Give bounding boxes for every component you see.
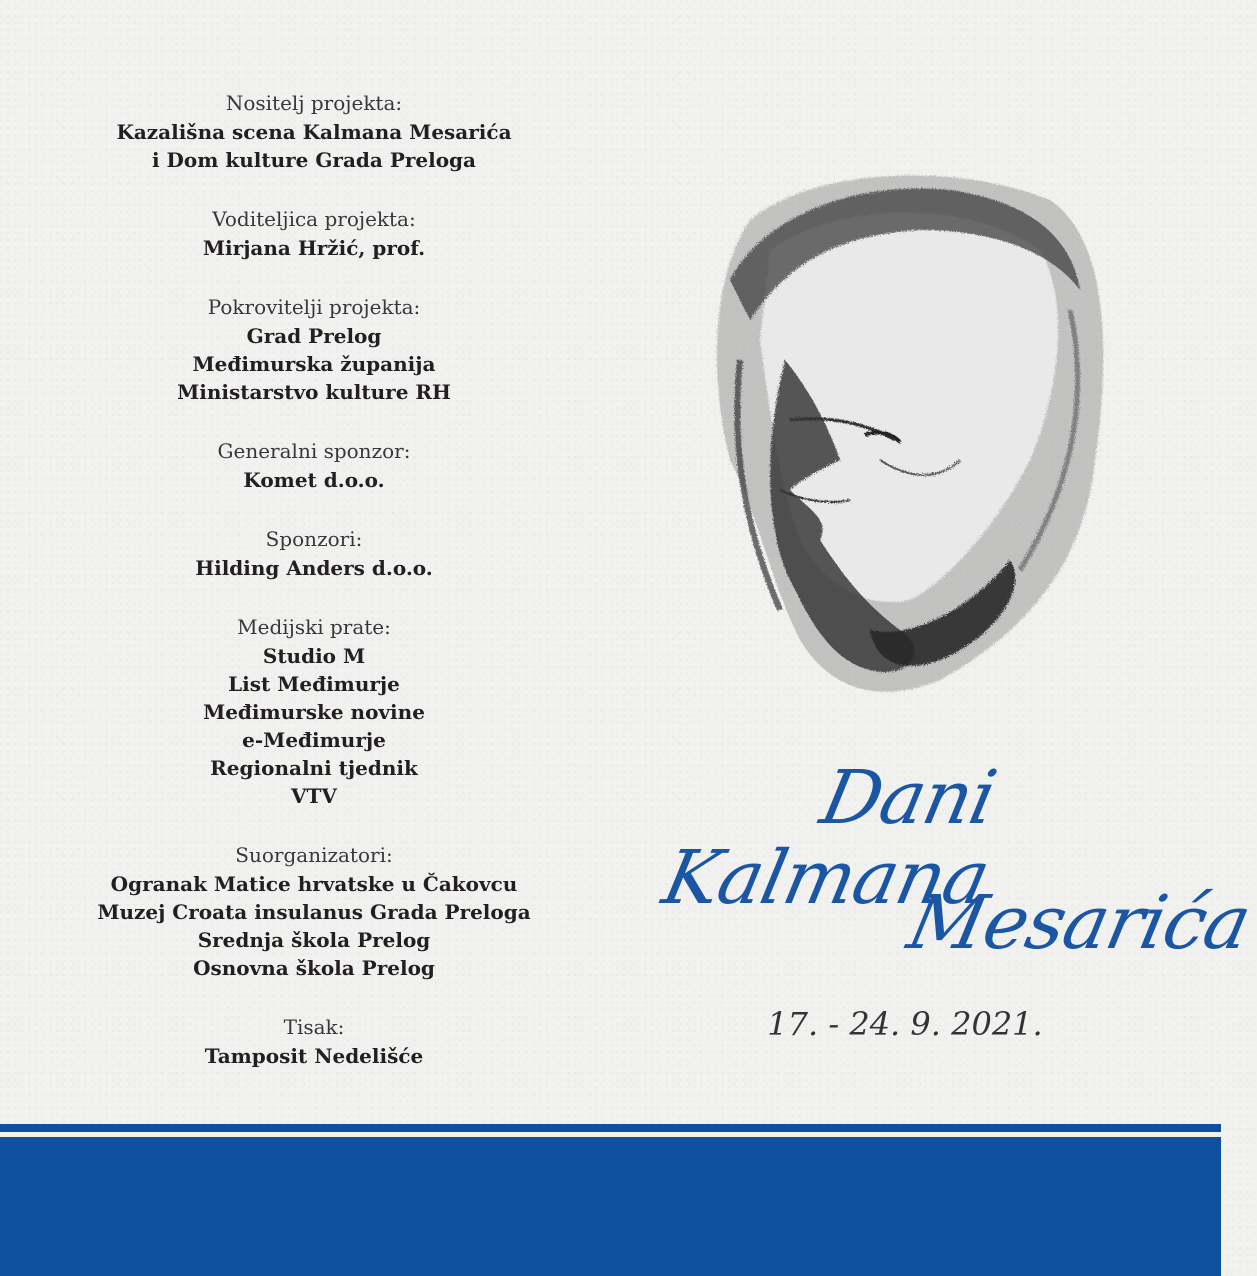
credit-group: [64, 204, 564, 262]
credit-label: Medijski prate:: [237, 615, 391, 639]
accent-stripe: [0, 1124, 1221, 1132]
title-line-3: Mesarića: [900, 880, 1257, 966]
credit-label: Suorganizatori:: [235, 843, 393, 867]
credit-label: Tisak:: [283, 1015, 345, 1039]
credit-value: Kazališna scena Kalmana Mesarića: [116, 120, 512, 144]
credit-group: [64, 612, 564, 810]
credit-value: e-Međimurje: [242, 728, 386, 752]
credit-value: i Dom kulture Grada Preloga: [151, 148, 477, 172]
credit-value: Ogranak Matice hrvatske u Čakovcu: [110, 872, 518, 896]
credit-value: Muzej Croata insulanus Grada Preloga: [97, 900, 531, 924]
portrait-sketch: [690, 160, 1120, 720]
credit-value: Srednja škola Prelog: [197, 928, 431, 952]
credit-value: List Međimurje: [228, 672, 400, 696]
credit-value: Regionalni tjednik: [210, 756, 418, 780]
credit-value: Mirjana Hržić, prof.: [202, 236, 426, 260]
credit-value: Studio M: [262, 644, 366, 668]
title-line-1: Dani: [813, 755, 1003, 841]
credit-value: Ministarstvo kulture RH: [177, 380, 451, 404]
event-title: [655, 755, 1257, 975]
credit-value: Tamposit Nedelišće: [204, 1044, 424, 1068]
credit-label: Nositelj projekta:: [225, 91, 403, 115]
credit-group: [64, 840, 564, 982]
credit-value: Grad Prelog: [246, 324, 382, 348]
credit-label: Generalni sponzor:: [217, 439, 411, 463]
credit-value: Hilding Anders d.o.o.: [195, 556, 433, 580]
credit-label: Sponzori:: [265, 527, 363, 551]
footer-band: [0, 1137, 1221, 1276]
credit-value: Međimurske novine: [203, 700, 425, 724]
credit-label: Voditeljica projekta:: [212, 207, 416, 231]
credit-group: [64, 436, 564, 494]
credit-label: Pokrovitelji projekta:: [207, 295, 421, 319]
credit-group: [64, 1012, 564, 1070]
credit-group: [64, 88, 564, 174]
credits-column: [64, 88, 564, 1100]
credit-value: VTV: [291, 784, 337, 808]
credit-value: Osnovna škola Prelog: [193, 956, 435, 980]
credit-group: [64, 292, 564, 406]
credit-value: Međimurska županija: [192, 352, 436, 376]
title-line-2: Kalmana: [655, 835, 997, 921]
credit-group: [64, 524, 564, 582]
event-date: 17. - 24. 9. 2021.: [767, 1005, 1043, 1043]
credit-value: Komet d.o.o.: [243, 468, 385, 492]
